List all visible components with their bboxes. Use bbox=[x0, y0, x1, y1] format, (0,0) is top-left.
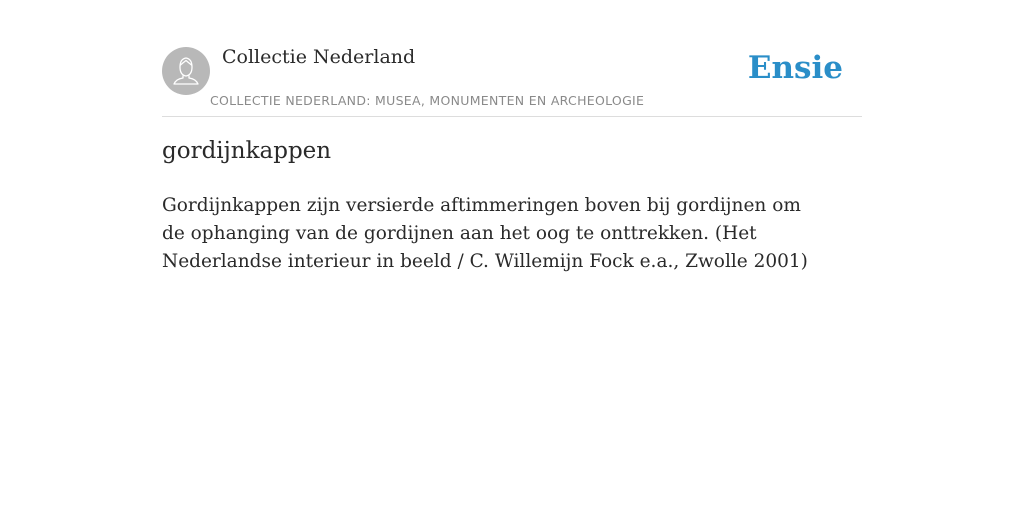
ensie-logo[interactable]: Ensie bbox=[747, 50, 843, 86]
article-body: Gordijnkappen zijn versierde aftimmeringen boven bij gordijnen om de ophanging van de gordijnen aan het oog te onttrekken. (Het Nederlandse interieur in beeld / C. Willemijn Fock e.a., Zwolle 2001) bbox=[162, 195, 808, 272]
page-title: gordijnkappen bbox=[162, 138, 332, 164]
header bbox=[162, 40, 862, 117]
collection-subtitle[interactable]: COLLECTIE NEDERLAND: MUSEA, MONUMENTEN EN ARCHEOLOGIE bbox=[210, 93, 645, 108]
user-avatar-icon bbox=[162, 47, 210, 95]
author-name[interactable]: Collectie Nederland bbox=[222, 46, 416, 68]
avatar[interactable] bbox=[162, 47, 210, 95]
